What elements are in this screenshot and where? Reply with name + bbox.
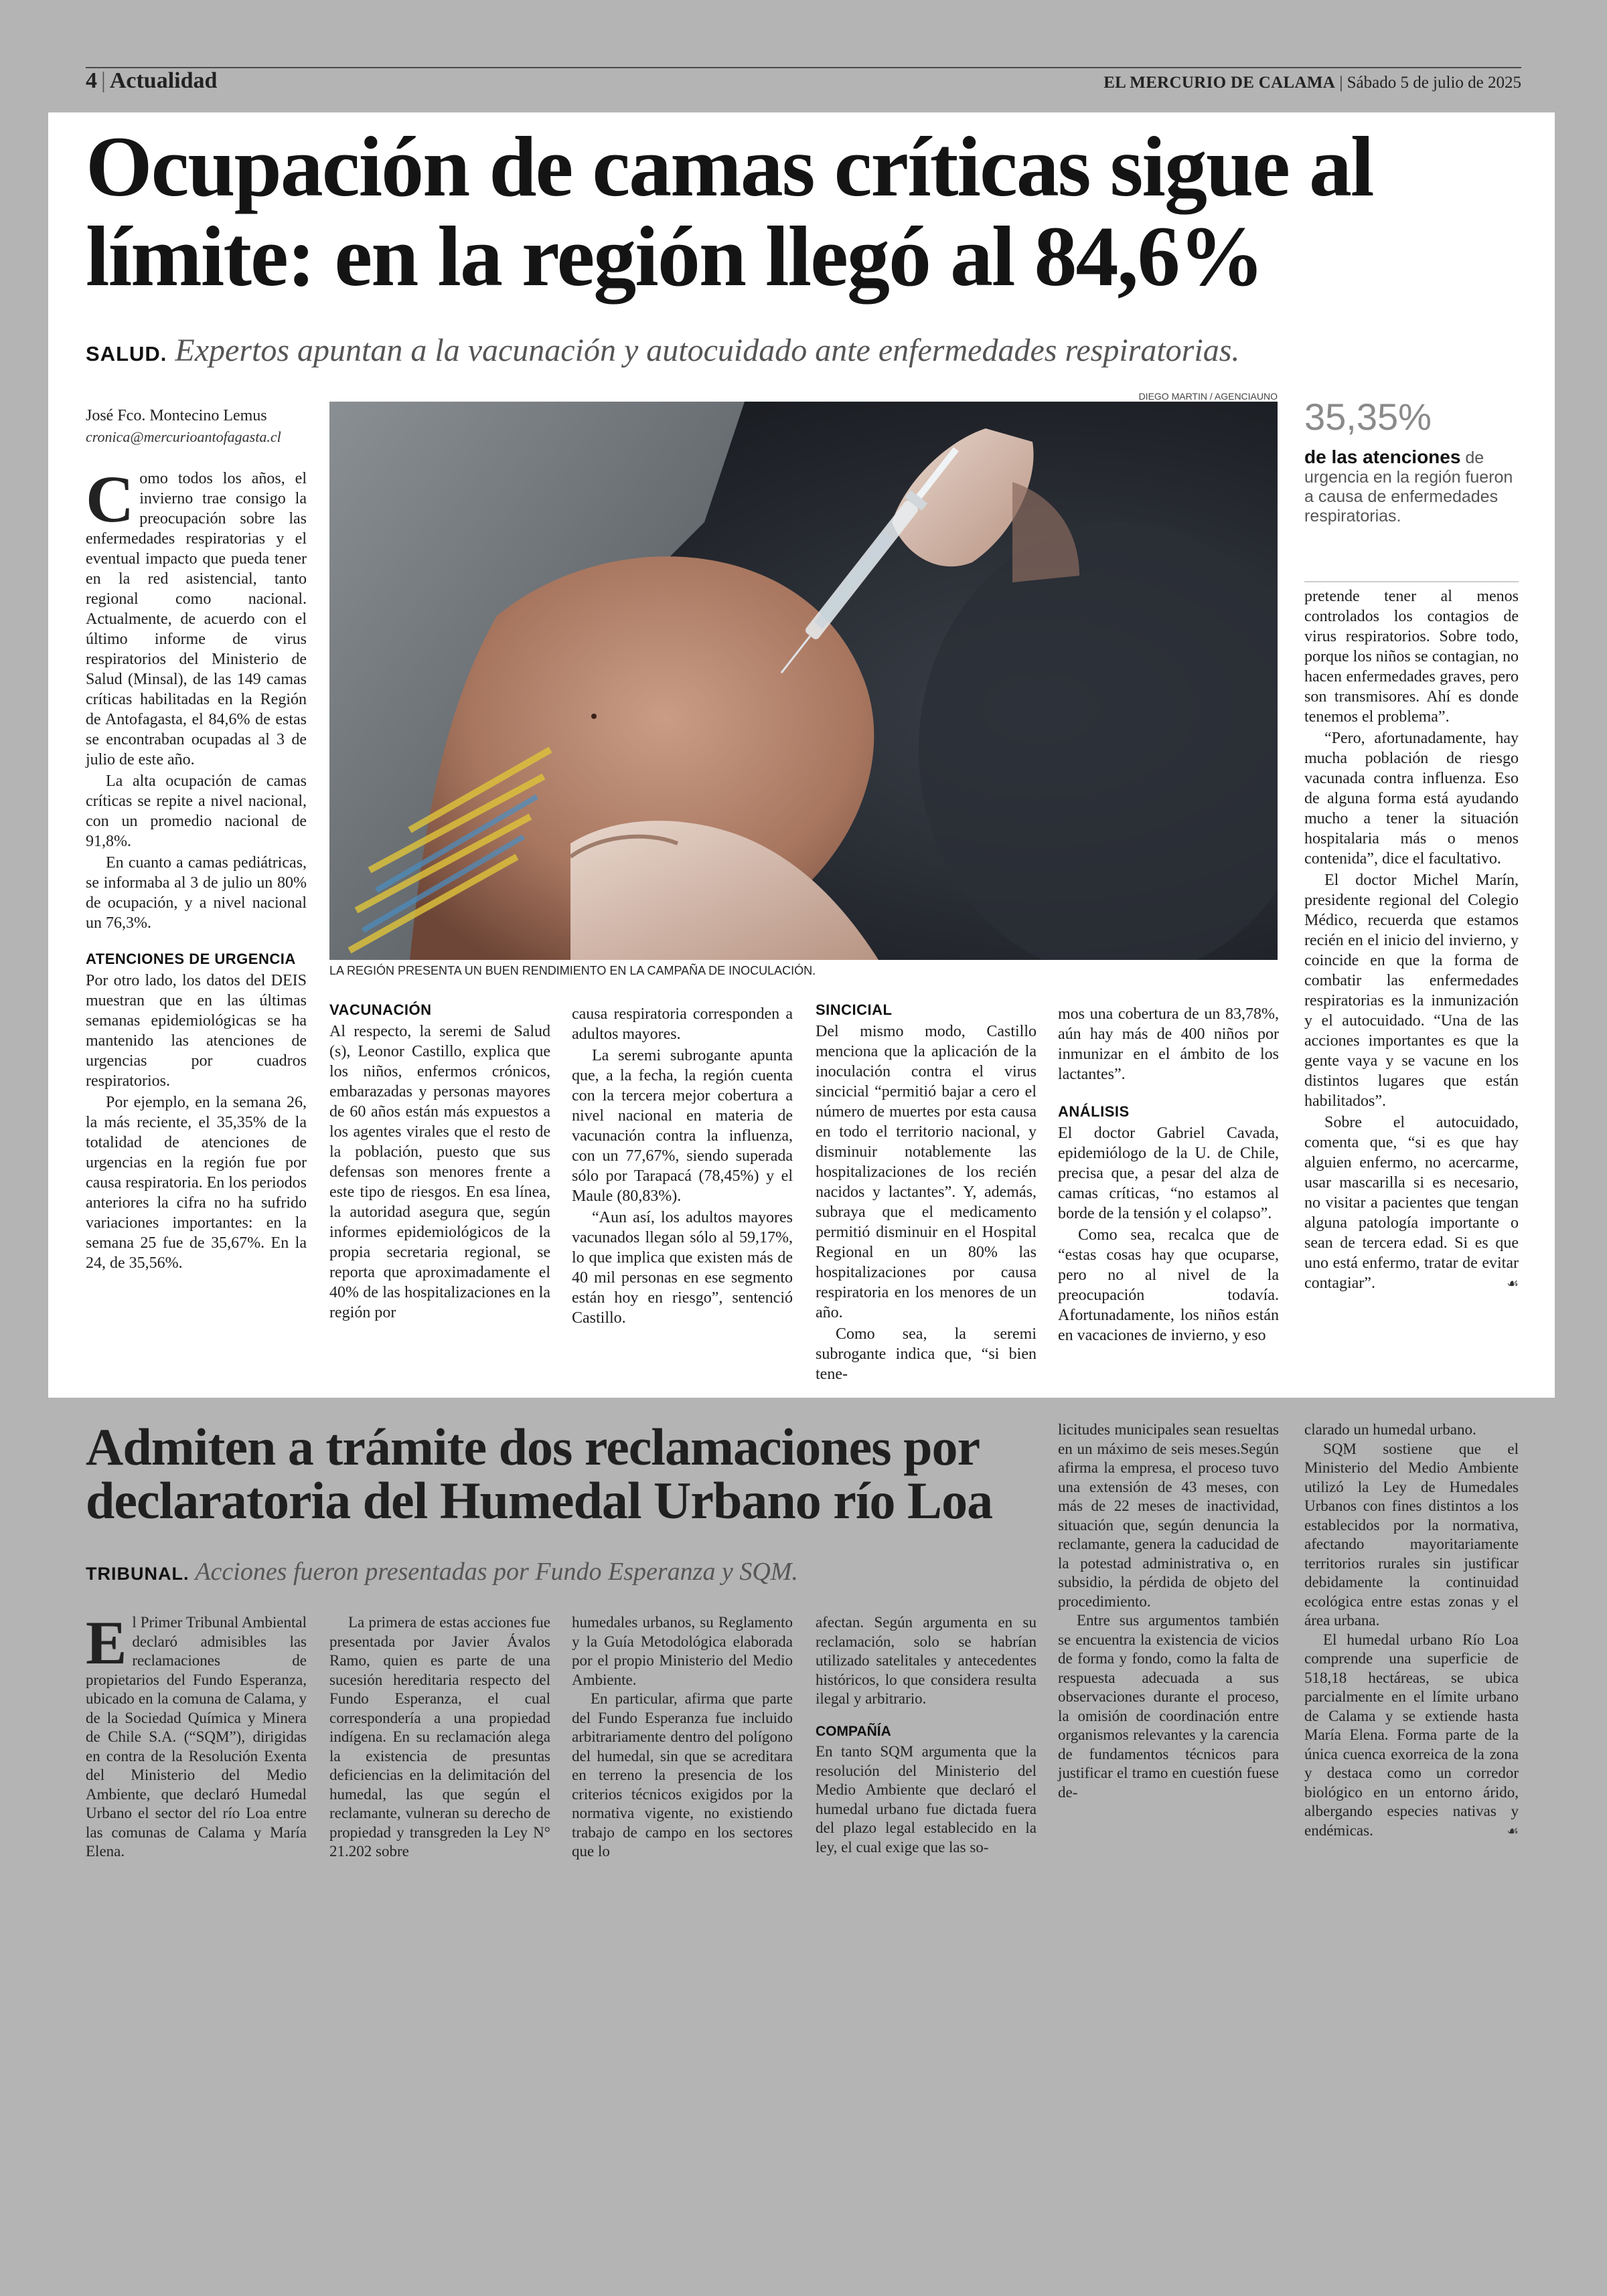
paragraph: La primera de estas acciones fue presentada por Javier Ávalos Ramo, quien es parte de una sucesión hereditaria respecto del Fundo Esperanza, el cual correspondería a una propiedad indígena. En su reclamación alega la existencia de presuntas deficiencias en la delimitación del humedal, las que según el reclamante, vulneran su derecho de propiedad y transgreden la Ley N° 21.202 sobre [329,1614,550,1860]
subhead: ANÁLISIS [1058,1103,1130,1120]
story1-kicker: SALUD. [86,342,167,365]
paragraph-text: El humedal urbano Río Loa comprende una superficie de 518,18 hectáreas, se ubica parcialmente en el límite urbano de Calama y se extiende hasta María Elena. Forma parte de la única cuenca exorreica de la zona y destaca como un corredor biológico en un entorno árido, albergando especies nativas y endémicas. [1304,1631,1519,1839]
paragraph: El doctor Michel Marín, presidente regional del Colegio Médico, recuerda que estamos recién en el inicio del invierno, y coincide en que la forma de combatir las enfermedades respiratorias es la inmunización y el autocuidado. “Una de las acciones importantes es que la gente vaya y se vacune en los distintos lugares que están habilitados”. [1304,872,1519,1110]
paragraph: La seremi subrogante apunta que, a la fecha, la región cuenta con la tercera mejor cobertura a nivel nacional en materia de vacunación contra la influenza, con un 77,67%, siendo superada sólo por Tarapacá (78,45%) y el Maule (80,83%). [572,1047,793,1205]
story2-column-6 [1304,1420,1519,1840]
stat-value: 35,35% [1304,396,1432,438]
paragraph: Al respecto, la seremi de Salud (s), Leonor Castillo, explica que los niños, enfermos crónicos, embarazadas y personas mayores de 60 años están más expuestos a los agentes virales que el resto de la población, puesto que sus defensas son menores frente a este tipo de riesgos. En esa línea, la autoridad asegura que, según informes epidemiológicos de la propia secretaria regional, se reporta que aproximadamente el 40% de las hospitalizaciones en la región por [329,1023,550,1321]
paragraph-text: Sobre el autocuidado, comenta que, “si es que hay alguien enfermo, no acercarme, usar mascarilla si es necesario, no visitar a pacientes que tengan alguna patología importante o sean de tercera edad. Si es que uno está enfermo, tratar de evitar contagiar”. [1304,1114,1519,1292]
paragraph: afectan. Según argumenta en su reclamación, solo se habrían utilizado satelitales y antecedentes históricos, lo que considera resulta ilegal y arbitrario. [816,1614,1037,1707]
folio-separator: | [101,68,106,93]
story2-headline: Admiten a trámite dos reclamaciones por declaratoria del Humedal Urbano río Loa [86,1418,993,1530]
story1-email: cronica@mercurioantofagasta.cl [86,428,281,445]
photo-credit: DIEGO MARTIN / AGENCIAUNO [1138,391,1278,402]
subhead: SINCICIAL [816,1001,893,1018]
paragraph: l Primer Tribunal Ambiental declaró admisibles las reclamaciones de propietarios del Fundo Esperanza, ubicado en la comuna de Calama, y de la Sociedad Química y Minera de Chile S.A. (“SQM”), dirigidas en contra de la Resolución Exenta del Ministerio del Medio Ambiente, que declaró Humedal Urbano el sector del río Loa entre las comunas de Calama y María Elena. [86,1614,307,1860]
paragraph: mos una cobertura de un 83,78%, aún hay más de 400 niños por inmunizar en el ámbito de los lactantes”. [1058,1005,1279,1083]
stat-text: de urgencia en la región fueron a causa de enfermedades respiratorias. [1304,448,1513,525]
dropcap: C [86,462,135,536]
paragraph: Del mismo modo, Castillo menciona que la aplicación de la inoculación contra el virus sincicial “permitió bajar a cero el número de muertes por esta causa en todo el territorio nacional, y disminuir notablemente las hospitalizaciones de los recién nacidos y lactantes”. Y, además, subraya que el medicamento permitió disminuir en el Hospital Regional en un 80% las hospitalizaciones por causa respiratoria en los menores de un año. [816,1023,1037,1321]
subhead: COMPAÑÍA [816,1723,891,1739]
end-mark-icon: ☙ [1507,1275,1519,1291]
issue-date: Sábado 5 de julio de 2025 [1347,74,1521,92]
paragraph: La alta ocupación de camas críticas se repite a nivel nacional, con un promedio nacional de 91,8%. [86,772,307,850]
subhead: VACUNACIÓN [329,1001,432,1018]
paragraph: Por ejemplo, en la semana 26, la más reciente, el 35,35% de la totalidad de atenciones de urgencias en la región fue por causa respiratoria. En los periodos anteriores la cifra no ha sufrido variaciones importantes: en la semana 25 fue de 35,67%. En la 24, de 35,56%. [86,1094,307,1272]
page-number: 4 [86,68,97,93]
paragraph: En tanto SQM argumenta que la resolución del Ministerio del Medio Ambiente que declaró el humedal urbano fue dictada fuera del plazo legal establecido en la ley, el cual exige que las so- [816,1743,1037,1856]
story1-deck [86,332,1492,369]
paragraph: “Aun así, los adultos mayores vacunados llegan sólo al 59,17%, lo que implica que existen más de 40 mil personas en ese segmento están hoy en riesgo”, sentenció Castillo. [572,1209,793,1327]
story2-column-1 [86,1609,307,1862]
paragraph: humedales urbanos, su Reglamento y la Guía Metodológica elaborada por el propio Ministerio del Medio Ambiente. [572,1614,793,1688]
story1-column-4 [816,1000,1037,1386]
stat-divider [1304,581,1519,582]
paragraph: omo todos los años, el invierno trae consigo la preocupación sobre las enfermedades respiratorias y el eventual impacto que pueda tener en la red asistencial, tanto regional como nacional. Actualmente, de acuerdo con el último informe de virus respiratorios del Ministerio de Salud (Minsal), de las 149 camas críticas habilitadas en la Región de Antofagasta, el 84,6% de estas se encontraban ocupadas al 3 de julio de este año. [86,470,307,768]
story1-column-2 [329,1000,550,1324]
story1-column-5 [1058,1004,1279,1347]
paragraph: Como sea, recalca que de “estas cosas hay que ocuparse, pero no al nivel de la preocupación todavía. Afortunadamente, los niños están en vacaciones de invierno, y eso [1058,1226,1279,1344]
story1-column-3 [572,1004,793,1329]
story1-byline: José Fco. Montecino Lemus [86,407,267,424]
folio-rule [86,67,1521,68]
story1-headline: Ocupación de camas críticas sigue al límite: en la región llegó al 84,6% [86,119,1373,304]
story2-column-5 [1058,1420,1279,1802]
paragraph: El doctor Gabriel Cavada, epidemiólogo de la U. de Chile, precisa que, a pesar del alza de camas críticas, “no estamos al borde de la tensión y el colapso”. [1058,1125,1279,1222]
paragraph: En particular, afirma que parte del Fundo Esperanza fue incluido arbitrariamente dentro del polígono del humedal, sin que se acreditara en terreno la presencia de los criterios técnicos exigidos por la normativa vigente, no existiendo trabajo de campo en los sectores que lo [572,1690,793,1860]
stat-bold: de las atenciones [1304,446,1461,467]
section-name: Actualidad [109,68,218,93]
subhead: ATENCIONES DE URGENCIA [86,951,296,967]
paragraph: clarado un humedal urbano. [1304,1421,1476,1438]
folio-section [86,68,217,94]
paragraph: En cuanto a camas pediátricas, se informaba al 3 de julio un 80% de ocupación, y a nivel nacional un 76,3%. [86,854,307,932]
story2-column-3 [572,1613,793,1862]
story2-column-4 [816,1613,1037,1857]
story1-deck-text: Expertos apuntan a la vacunación y autocuidado ante enfermedades respiratorias. [175,333,1240,368]
vaccination-photo-illustration [329,402,1278,960]
paragraph [1304,1113,1519,1293]
stat-description [1304,447,1519,526]
story2-deck-text: Acciones fueron presentadas por Fundo Esperanza y SQM. [195,1558,798,1586]
paragraph: Entre sus argumentos también se encuentra la existencia de vicios de forma y fondo, como la falta de respuesta adecuada a sus observaciones durante el proceso, la omisión de coordinación entre organismos relevantes y la carencia de fundamentos técnicos para justificar el tramo en cuestión fuese de- [1058,1612,1279,1801]
story2-kicker: TRIBUNAL. [86,1564,189,1584]
story1-column-1 [86,462,307,1275]
paragraph: causa respiratoria corresponden a adultos mayores. [572,1005,793,1043]
photo-caption: LA REGIÓN PRESENTA UN BUEN RENDIMIENTO EN LA CAMPAÑA DE INOCULACIÓN. [329,964,816,977]
story2-deck [86,1557,1050,1586]
paragraph [1304,1631,1519,1841]
paragraph: “Pero, afortunadamente, hay mucha población de riesgo vacunada contra influenza. Eso de alguna forma está ayudando mucho a tener la situación hospitalaria más o menos contenida”, dice el facultativo. [1304,730,1519,868]
folio-masthead: EL MERCURIO DE CALAMA | Sábado 5 de julio de 2025 [1103,74,1521,92]
paragraph: Por otro lado, los datos del DEIS muestran que en las últimas semanas epidemiológicas se ha mantenido las atenciones de urgencias por cuadros respiratorios. [86,972,307,1090]
vaccination-photo [329,402,1278,960]
paragraph: pretende tener al menos controlados los contagios de virus respiratorios. Sobre todo, porque los niños se contagian, no hacen enfermedades graves, pero son transmisores. Ahí es donde tenemos el problema”. [1304,588,1519,726]
story1-column-6 [1304,586,1519,1295]
story2-column-2 [329,1613,550,1862]
paragraph: SQM sostiene que el Ministerio del Medio Ambiente utilizó la Ley de Humedales Urbanos con fines distintos a los establecidos por la normativa, afectando mayoritariamente territorios rurales sin justificar debidamente la continuidad ecológica entre estas zonas y el área urbana. [1304,1440,1519,1629]
newspaper-name: EL MERCURIO DE CALAMA [1103,74,1336,92]
paragraph: Como sea, la seremi subrogante indica que, “si bien tene- [816,1325,1037,1383]
end-mark-icon: ☙ [1507,1822,1519,1839]
paragraph: licitudes municipales sean resueltas en un máximo de seis meses.Según afirma la empresa, el proceso tuvo una extensión de 43 meses, con más de 22 meses de inactividad, situación que, según denuncia la reclamante, genera la caducidad de la potestad administrativa o, en subsidio, la pérdida de objeto del procedimiento. [1058,1421,1279,1610]
dropcap: E [86,1609,127,1677]
